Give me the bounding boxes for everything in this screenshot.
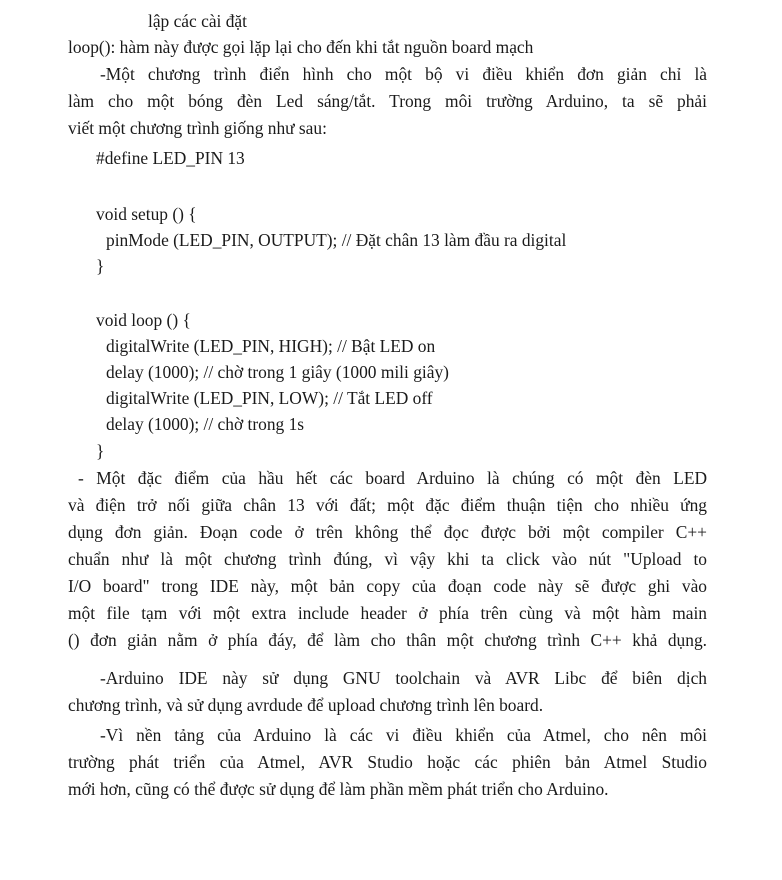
text-line: và điện trở nối giữa chân 13 với đất; một đặc điểm thuận tiện cho nhiều ứng	[68, 495, 707, 515]
code-line: }	[96, 256, 105, 276]
text-line: lập các cài đặt	[148, 11, 247, 31]
text-line: -Arduino IDE này sử dụng GNU toolchain và AVR Libc để biên dịch	[100, 668, 707, 688]
code-line: }	[96, 441, 105, 461]
code-line: delay (1000); // chờ trong 1s	[106, 414, 305, 434]
text-line: mới hơn, cũng có thể được sử dụng để làm phần mềm phát triển cho Arduino.	[68, 779, 609, 799]
text-line: một file tạm với một extra include header ở phía trên cùng và một hàm main	[68, 603, 707, 623]
code-line: pinMode (LED_PIN, OUTPUT); // Đặt chân 13 làm đầu ra digital	[106, 230, 567, 250]
text-line: loop(): hàm này được gọi lặp lại cho đến khi tắt nguồn board mạch	[68, 37, 534, 57]
text-line: - Một đặc điểm của hầu hết các board Arduino là chúng có một đèn LED	[78, 468, 707, 488]
text-line: chương trình, và sử dụng avrdude để upload chương trình lên board.	[68, 695, 544, 715]
code-line: void setup () {	[96, 204, 197, 224]
text-line: -Vì nền tảng của Arduino là các vi điều khiển của Atmel, cho nên môi	[100, 725, 707, 745]
code-line: void loop () {	[96, 310, 191, 330]
text-line: () đơn giản nằm ở phía đáy, để làm cho thân một chương trình C++ khả dụng.	[68, 630, 707, 650]
text-line: dụng đơn giản. Đoạn code ở trên không thể đọc được bởi một compiler C++	[68, 522, 707, 542]
text-line: làm cho một bóng đèn Led sáng/tắt. Trong môi trường Arduino, ta sẽ phải	[68, 91, 707, 111]
text-line: chuẩn như là một chương trình đúng, vì vậy khi ta click vào nút "Upload to	[68, 549, 707, 569]
text-line: I/O board" trong IDE này, một bản copy của đoạn code này sẽ được ghi vào	[68, 576, 707, 596]
text-line: -Một chương trình điển hình cho một bộ vi điều khiển đơn giản chỉ là	[100, 64, 707, 84]
text-line: trường phát triển của Atmel, AVR Studio hoặc các phiên bản Atmel Studio	[68, 752, 707, 772]
code-line: digitalWrite (LED_PIN, LOW); // Tắt LED off	[106, 388, 433, 408]
code-line: #define LED_PIN 13	[96, 148, 245, 168]
code-line: digitalWrite (LED_PIN, HIGH); // Bật LED on	[106, 336, 436, 356]
text-line: viết một chương trình giống như sau:	[68, 118, 327, 138]
code-line: delay (1000); // chờ trong 1 giây (1000 mili giây)	[106, 362, 449, 382]
